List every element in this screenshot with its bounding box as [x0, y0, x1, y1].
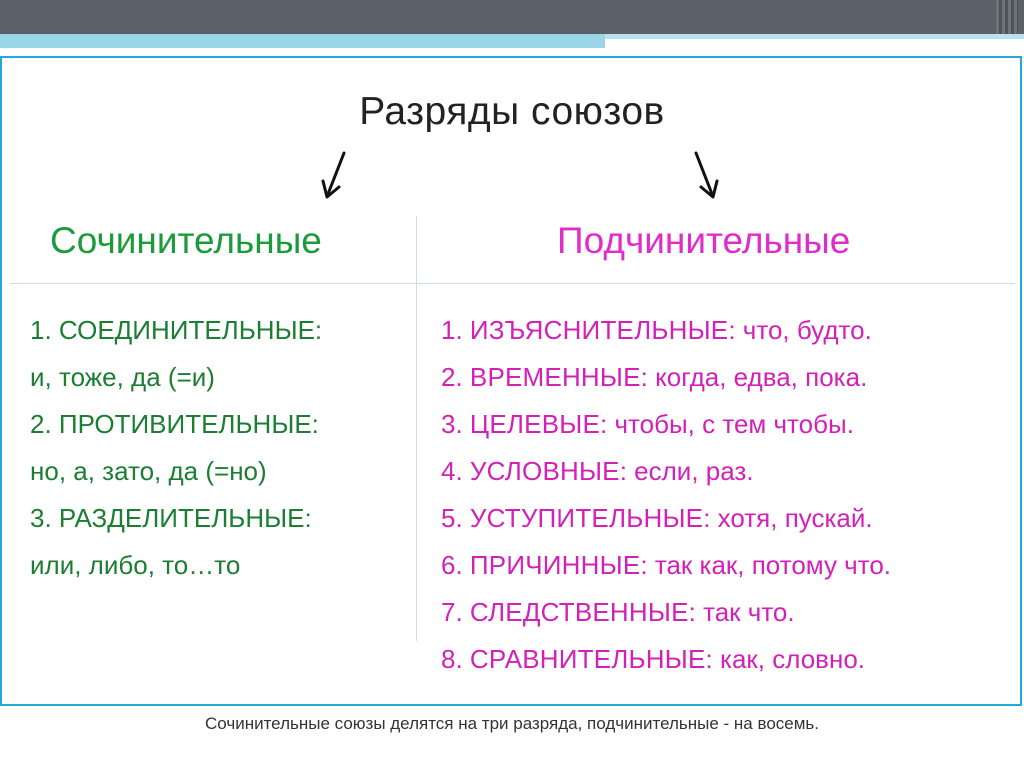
- examples: так как, потому что.: [654, 550, 892, 580]
- list-item: или, либо, то…то: [30, 550, 241, 580]
- horizontal-divider: [10, 283, 1015, 284]
- item-number: 4.: [441, 456, 463, 486]
- slide-title: Разряды союзов: [359, 90, 665, 133]
- coordinating-heading: Сочинительные: [50, 220, 322, 261]
- category-name: УСЛОВНЫЕ: [469, 456, 620, 486]
- subordinating-list: [441, 307, 891, 683]
- top-bar: [0, 0, 1024, 34]
- category-name: ИЗЪЯСНИТЕЛЬНЫЕ: [469, 315, 729, 345]
- footer-caption: Сочинительные союзы делятся на три разряда, подчинительные - на восемь.: [204, 714, 820, 733]
- top-bar-stripes: [996, 0, 1018, 34]
- coordinating-list: [30, 307, 322, 589]
- list-item: 8. СРАВНИТЕЛЬНЫЕ: как, словно.: [441, 644, 866, 674]
- list-item: но, а, зато, да (=но): [30, 456, 267, 486]
- category-name: ПРИЧИННЫЕ: [469, 550, 641, 580]
- list-item: 3. ЦЕЛЕВЫЕ: чтобы, с тем чтобы.: [441, 409, 854, 439]
- top-accent-bar: [0, 34, 605, 48]
- examples: так что.: [703, 597, 795, 627]
- category-name: ВРЕМЕННЫЕ: [469, 362, 641, 392]
- list-item: 7. СЛЕДСТВЕННЫЕ: так что.: [441, 597, 795, 627]
- item-number: 3.: [441, 409, 463, 439]
- category-name: УСТУПИТЕЛЬНЫЕ: [469, 503, 704, 533]
- item-number: 8.: [441, 644, 463, 674]
- list-item: 4. УСЛОВНЫЕ: если, раз.: [441, 456, 754, 486]
- list-item: 1. ИЗЪЯСНИТЕЛЬНЫЕ: что, будто.: [441, 315, 872, 345]
- item-number: 1.: [441, 315, 463, 345]
- item-number: 6.: [441, 550, 463, 580]
- list-item: 2. ПРОТИВИТЕЛЬНЫЕ:: [30, 409, 319, 439]
- category-name: ЦЕЛЕВЫЕ: [469, 409, 601, 439]
- examples: чтобы, с тем чтобы.: [614, 409, 854, 439]
- examples: если, раз.: [634, 456, 754, 486]
- arrow-left-icon: [318, 150, 350, 202]
- subordinating-heading: Подчинительные: [557, 220, 851, 261]
- item-number: 5.: [441, 503, 463, 533]
- item-number: 7.: [441, 597, 463, 627]
- list-item: 5. УСТУПИТЕЛЬНЫЕ: хотя, пускай.: [441, 503, 873, 533]
- examples: как, словно.: [720, 644, 866, 674]
- category-name: СЛЕДСТВЕННЫЕ: [469, 597, 689, 627]
- arrow-right-icon: [690, 150, 722, 202]
- category-name: СРАВНИТЕЛЬНЫЕ: [469, 644, 706, 674]
- examples: когда, едва, пока.: [655, 362, 868, 392]
- list-item: 2. ВРЕМЕННЫЕ: когда, едва, пока.: [441, 362, 868, 392]
- list-item: 3. РАЗДЕЛИТЕЛЬНЫЕ:: [30, 503, 312, 533]
- vertical-divider: [416, 216, 417, 641]
- top-accent-bar-thin: [605, 34, 1024, 39]
- examples: хотя, пускай.: [717, 503, 873, 533]
- item-number: 2.: [441, 362, 463, 392]
- list-item: 1. СОЕДИНИТЕЛЬНЫЕ:: [30, 315, 323, 345]
- list-item: 6. ПРИЧИННЫЕ: так как, потому что.: [441, 550, 892, 580]
- list-item: и, тоже, да (=и): [30, 362, 215, 392]
- examples: что, будто.: [742, 315, 872, 345]
